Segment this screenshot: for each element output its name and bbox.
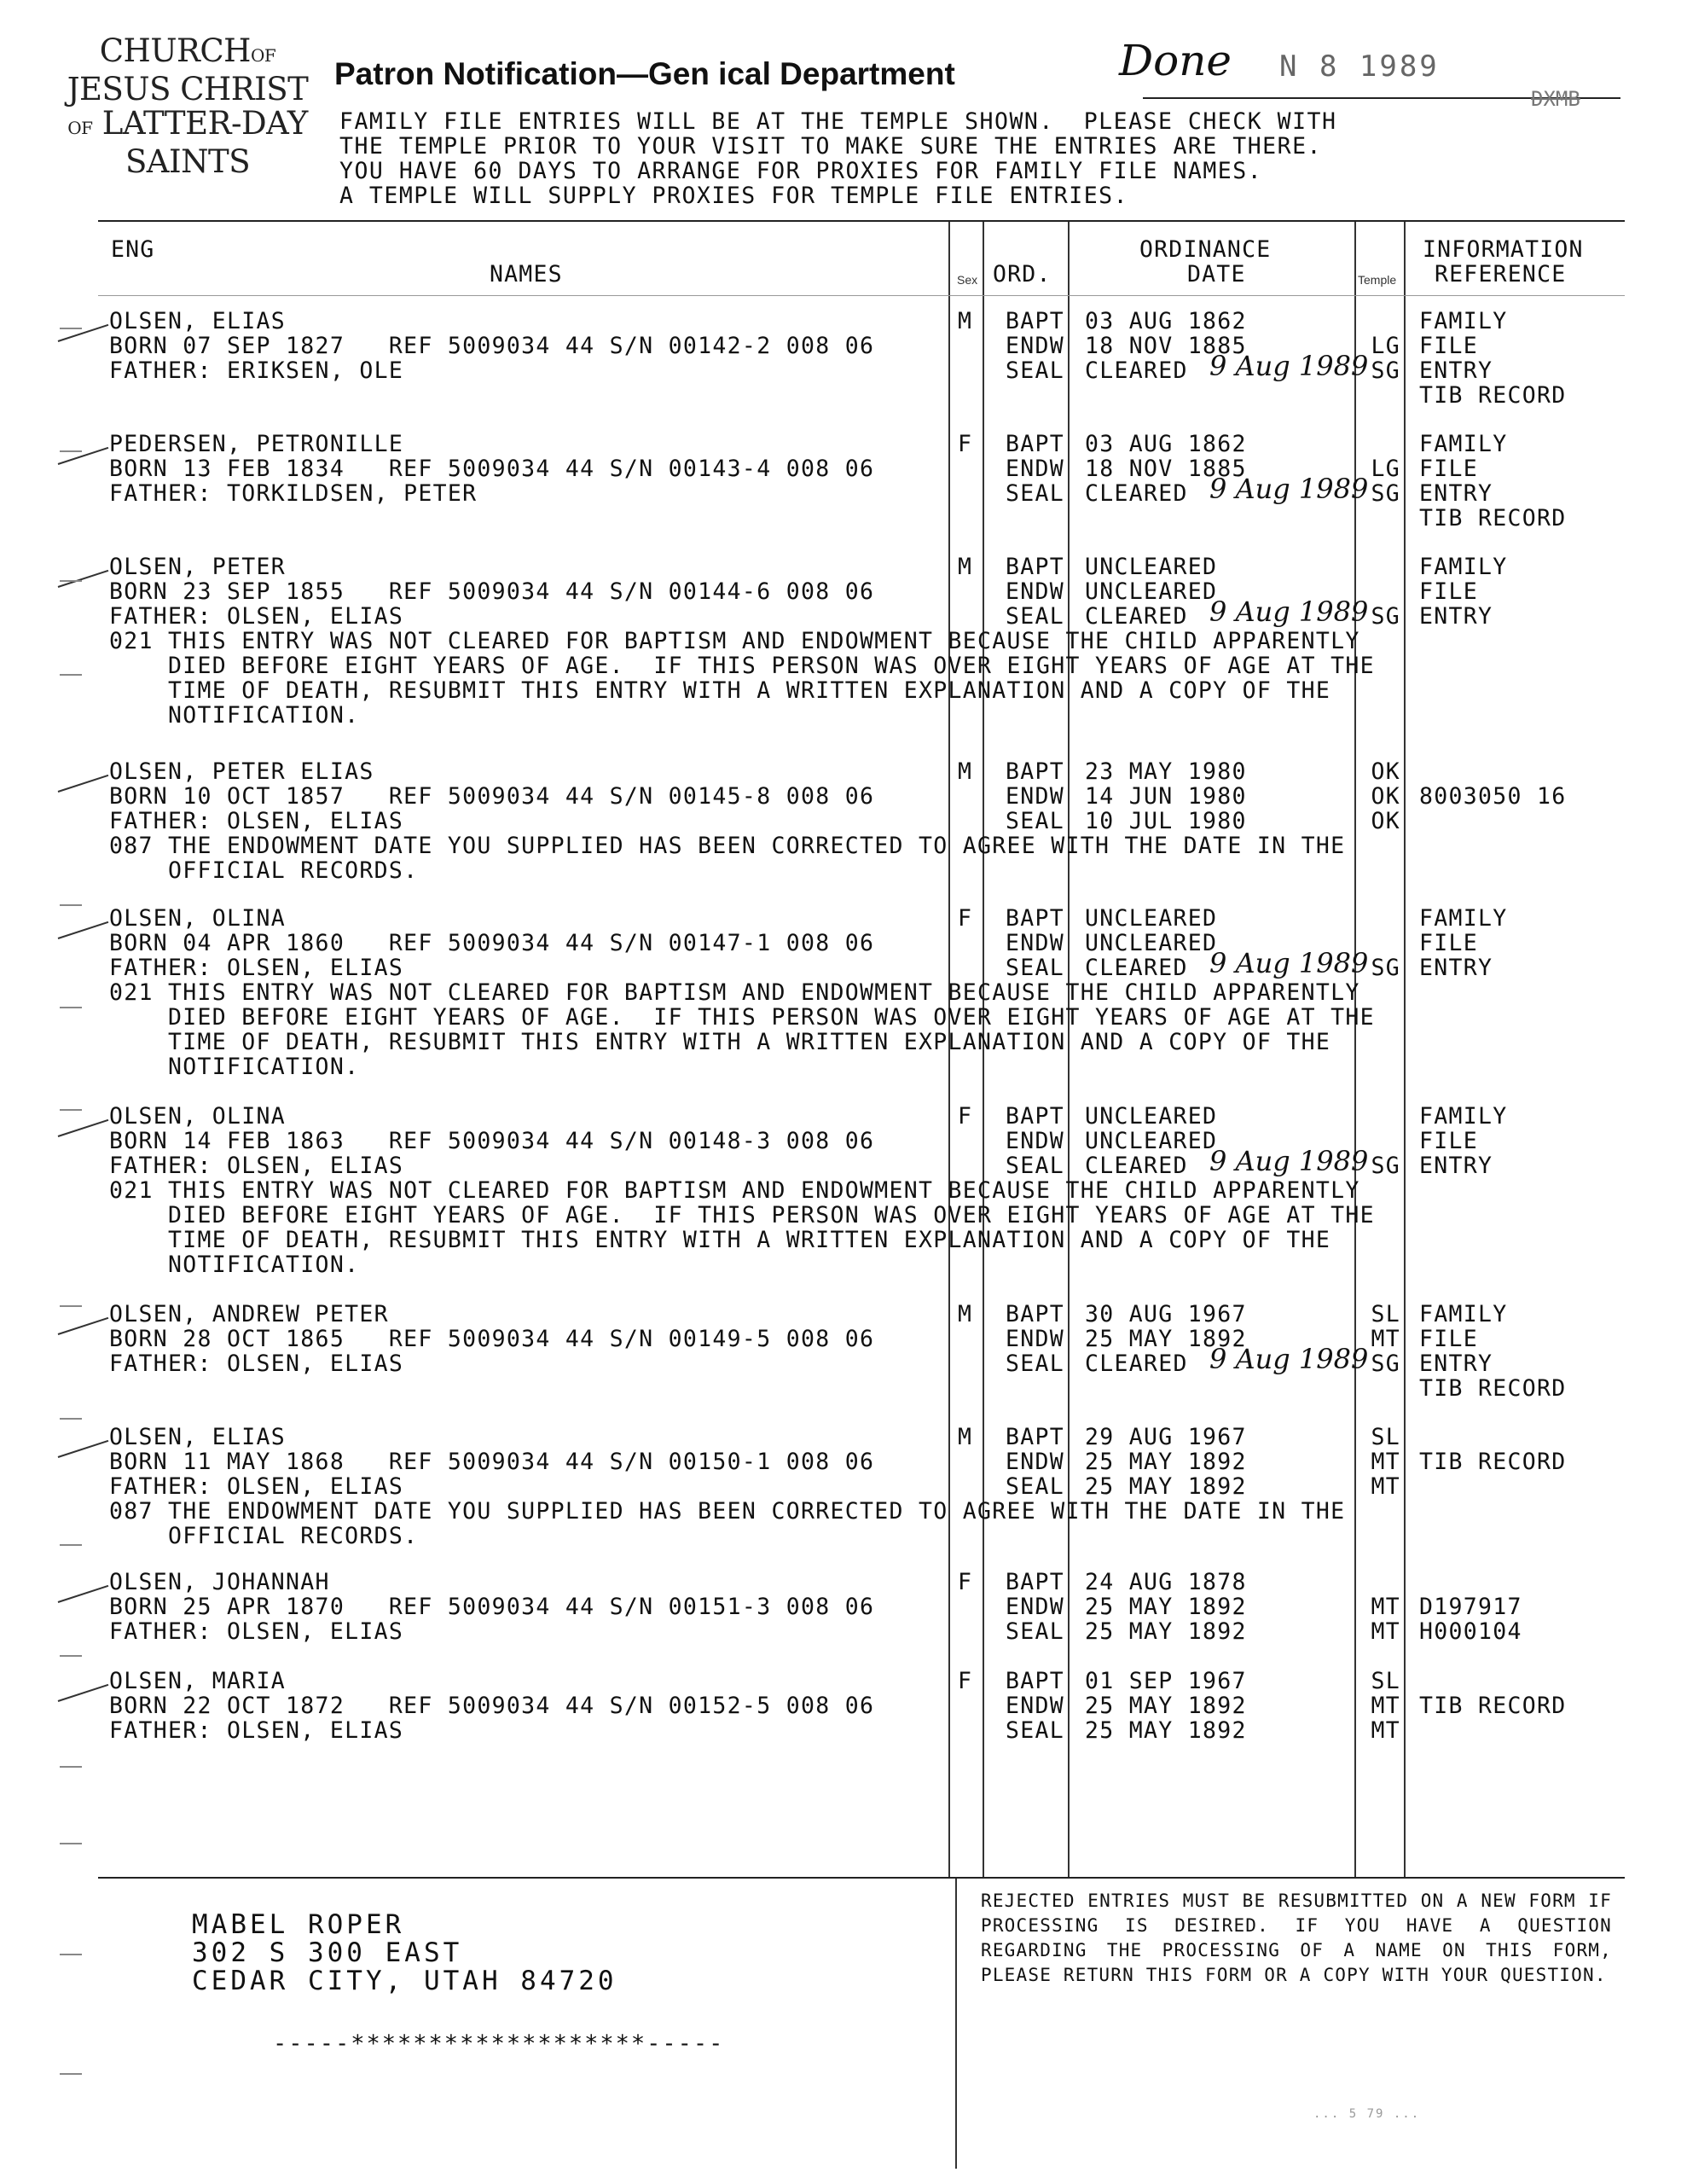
- entry-born: BORN 22 OCT 1872 REF 5009034 44 S/N 00152-5 008 06: [109, 1693, 875, 1719]
- margin-dash: [60, 1305, 82, 1307]
- entry-reference: TIB RECORD: [1419, 382, 1567, 409]
- margin-dash: [60, 1655, 82, 1657]
- check-mark-icon: [58, 1684, 109, 1702]
- entry-date: 18 NOV 1885: [1085, 456, 1247, 482]
- header-eng: ENG: [111, 236, 155, 263]
- handwritten-cleared-date: 9 Aug 1989: [1209, 595, 1369, 628]
- entry-date: UNCLEARED: [1085, 1103, 1218, 1130]
- entry-rejection-note: [109, 629, 1375, 728]
- entry-reference: FILE: [1419, 456, 1479, 482]
- entry-born: BORN 10 OCT 1857 REF 5009034 44 S/N 00145-8 008 06: [109, 783, 875, 810]
- entry-date: 18 NOV 1885: [1085, 333, 1247, 359]
- entry-ordinance: SEAL: [1005, 1350, 1064, 1377]
- note-line: 021 THIS ENTRY WAS NOT CLEARED FOR BAPTISM AND ENDOWMENT BECAUSE THE CHILD APPARENTLY: [109, 1177, 1360, 1204]
- entry-rejection-note: [109, 834, 1345, 883]
- entry-date: CLEARED: [1085, 480, 1188, 507]
- entry-date: 23 MAY 1980: [1085, 758, 1247, 785]
- entry-name: OLSEN, PETER ELIAS: [109, 758, 374, 785]
- entry-name: PEDERSEN, PETRONILLE: [109, 431, 404, 457]
- entry-ordinance: ENDW: [1005, 783, 1064, 810]
- logo-line-2: JESUS CHRIST: [67, 71, 309, 107]
- entry-born: BORN 11 MAY 1868 REF 5009034 44 S/N 00150-1 008 06: [109, 1449, 875, 1475]
- entry-temple: SG: [1371, 1350, 1400, 1377]
- handwritten-cleared-date: 9 Aug 1989: [1209, 473, 1369, 505]
- entry-father: FATHER: OLSEN, ELIAS: [109, 1618, 404, 1645]
- entry-reference: ENTRY: [1419, 603, 1493, 630]
- entry-ordinance: SEAL: [1005, 1717, 1064, 1744]
- margin-dash: [60, 1007, 82, 1008]
- entry-name: OLSEN, ANDREW PETER: [109, 1301, 389, 1327]
- entry-temple: SG: [1371, 357, 1400, 384]
- entry-ordinance: SEAL: [1005, 1153, 1064, 1179]
- entry-ordinance: SEAL: [1005, 955, 1064, 981]
- corner-code: DXMB: [1531, 87, 1580, 111]
- note-line: OFFICIAL RECORDS.: [109, 1523, 419, 1549]
- entry-date: 14 JUN 1980: [1085, 783, 1247, 810]
- entry-date: CLEARED: [1085, 955, 1188, 981]
- check-mark-icon: [58, 775, 109, 793]
- note-line: 087 THE ENDOWMENT DATE YOU SUPPLIED HAS BEEN CORRECTED TO AGREE WITH THE DATE IN THE: [109, 833, 1346, 859]
- entry-reference: FILE: [1419, 1128, 1479, 1154]
- entry-reference: FILE: [1419, 333, 1479, 359]
- note-line: TIME OF DEATH, RESUBMIT THIS ENTRY WITH A WRITTEN EXPLANATION AND A COPY OF THE: [109, 1029, 1331, 1055]
- header-names: NAMES: [490, 261, 563, 288]
- note-line: TIME OF DEATH, RESUBMIT THIS ENTRY WITH A WRITTEN EXPLANATION AND A COPY OF THE: [109, 677, 1331, 704]
- entry-father: FATHER: ERIKSEN, OLE: [109, 357, 404, 384]
- header-date: DATE: [1187, 261, 1246, 288]
- entry-ordinance: ENDW: [1005, 930, 1064, 956]
- entry-temple: LG: [1371, 456, 1400, 482]
- entry-father: FATHER: OLSEN, ELIAS: [109, 1153, 404, 1179]
- note-line: 087 THE ENDOWMENT DATE YOU SUPPLIED HAS BEEN CORRECTED TO AGREE WITH THE DATE IN THE: [109, 1498, 1346, 1525]
- entry-temple: OK: [1371, 758, 1400, 785]
- stars-line: -----*******************-----: [273, 2030, 725, 2057]
- entry-rejection-note: [109, 1178, 1375, 1277]
- entry-reference: TIB RECORD: [1419, 1693, 1567, 1719]
- entry-temple: SL: [1371, 1668, 1400, 1694]
- entry-sex: F: [958, 905, 973, 932]
- entry-ordinance: BAPT: [1005, 1569, 1064, 1595]
- margin-dash: [60, 1109, 82, 1111]
- entry-temple: OK: [1371, 808, 1400, 834]
- entry-rejection-note: [109, 980, 1375, 1079]
- margin-dash: [60, 450, 82, 452]
- entry-date: CLEARED: [1085, 1153, 1188, 1179]
- church-logo: [60, 34, 316, 179]
- header-sex: Sex: [957, 273, 978, 287]
- reject-notice: REJECTED ENTRIES MUST BE RESUBMITTED ON A NEW FORM IF PROCESSING IS DESIRED. IF YOU HAVE A QUESTION REGARDING THE PROCESSING OF A NAME ON THIS FORM, PLEASE RETURN THIS FORM OR A COPY WITH YOUR QUESTION.: [981, 1891, 1612, 1985]
- entry-ordinance: ENDW: [1005, 456, 1064, 482]
- note-line: 021 THIS ENTRY WAS NOT CLEARED FOR BAPTISM AND ENDOWMENT BECAUSE THE CHILD APPARENTLY: [109, 979, 1360, 1006]
- entry-sex: M: [958, 308, 973, 334]
- entry-ordinance: BAPT: [1005, 758, 1064, 785]
- table-top-rule: [98, 220, 1625, 222]
- entry-born: BORN 14 FEB 1863 REF 5009034 44 S/N 00148-3 008 06: [109, 1128, 875, 1154]
- check-mark-icon: [58, 1440, 109, 1458]
- entry-sex: F: [958, 1668, 973, 1694]
- margin-dash: [60, 1954, 82, 1955]
- check-mark-icon: [58, 1119, 109, 1137]
- entry-ordinance: SEAL: [1005, 808, 1064, 834]
- entry-temple: MT: [1371, 1717, 1400, 1744]
- margin-dash: [60, 580, 82, 582]
- logo-line-4: SAINTS: [125, 143, 251, 180]
- entry-temple: MT: [1371, 1618, 1400, 1645]
- entry-reference: FAMILY: [1419, 308, 1508, 334]
- entry-born: BORN 13 FEB 1834 REF 5009034 44 S/N 00143-4 008 06: [109, 456, 875, 482]
- entry-ordinance: BAPT: [1005, 308, 1064, 334]
- note-line: TIME OF DEATH, RESUBMIT THIS ENTRY WITH A WRITTEN EXPLANATION AND A COPY OF THE: [109, 1227, 1331, 1253]
- entry-name: OLSEN, JOHANNAH: [109, 1569, 330, 1595]
- entry-ordinance: BAPT: [1005, 554, 1064, 580]
- entry-date: 03 AUG 1862: [1085, 431, 1247, 457]
- entry-reference: FILE: [1419, 578, 1479, 605]
- entry-ordinance: SEAL: [1005, 1473, 1064, 1500]
- entry-father: FATHER: OLSEN, ELIAS: [109, 808, 404, 834]
- entry-reference: 8003050 16: [1419, 783, 1567, 810]
- entry-ordinance: SEAL: [1005, 357, 1064, 384]
- entry-sex: F: [958, 1569, 973, 1595]
- entry-date: UNCLEARED: [1085, 905, 1218, 932]
- handwritten-done: Done: [1119, 36, 1232, 85]
- entry-rejection-note: [109, 1499, 1345, 1548]
- entry-name: OLSEN, OLINA: [109, 1103, 287, 1130]
- entry-temple: SL: [1371, 1301, 1400, 1327]
- entry-ordinance: ENDW: [1005, 1326, 1064, 1352]
- header-ordinance: ORDINANCE: [1139, 236, 1272, 263]
- form-title: Patron Notification—Gen ical Department: [334, 56, 955, 91]
- entry-ordinance: BAPT: [1005, 431, 1064, 457]
- entry-father: FATHER: OLSEN, ELIAS: [109, 603, 404, 630]
- entry-date: 25 MAY 1892: [1085, 1717, 1247, 1744]
- header-temple: Temple: [1358, 273, 1397, 287]
- entry-sex: M: [958, 758, 973, 785]
- entry-ordinance: BAPT: [1005, 1424, 1064, 1450]
- entry-father: FATHER: TORKILDSEN, PETER: [109, 480, 478, 507]
- entry-date: CLEARED: [1085, 1350, 1188, 1377]
- margin-dash: [60, 1843, 82, 1844]
- entry-name: OLSEN, ELIAS: [109, 1424, 287, 1450]
- entry-date: 30 AUG 1967: [1085, 1301, 1247, 1327]
- entry-date: 29 AUG 1967: [1085, 1424, 1247, 1450]
- entry-date: UNCLEARED: [1085, 930, 1218, 956]
- entry-reference: FILE: [1419, 930, 1479, 956]
- entry-born: BORN 23 SEP 1855 REF 5009034 44 S/N 00144-6 008 06: [109, 578, 875, 605]
- entry-ordinance: ENDW: [1005, 333, 1064, 359]
- entry-name: OLSEN, OLINA: [109, 905, 287, 932]
- entry-sex: F: [958, 431, 973, 457]
- entry-temple: MT: [1371, 1326, 1400, 1352]
- entry-date: 24 AUG 1878: [1085, 1569, 1247, 1595]
- check-mark-icon: [58, 1585, 109, 1603]
- entry-ordinance: BAPT: [1005, 1668, 1064, 1694]
- date-stamp: N 8 1989: [1279, 49, 1440, 84]
- entry-date: 25 MAY 1892: [1085, 1473, 1247, 1500]
- entry-date: 25 MAY 1892: [1085, 1618, 1247, 1645]
- entry-reference: ENTRY: [1419, 480, 1493, 507]
- header-reference: REFERENCE: [1435, 261, 1567, 288]
- entry-father: FATHER: OLSEN, ELIAS: [109, 955, 404, 981]
- entry-reference: FAMILY: [1419, 554, 1508, 580]
- entry-reference: TIB RECORD: [1419, 1449, 1567, 1475]
- entry-sex: M: [958, 554, 973, 580]
- entry-father: FATHER: OLSEN, ELIAS: [109, 1717, 404, 1744]
- entry-temple: SG: [1371, 603, 1400, 630]
- entry-reference: ENTRY: [1419, 357, 1493, 384]
- entry-date: 25 MAY 1892: [1085, 1693, 1247, 1719]
- entry-temple: SG: [1371, 480, 1400, 507]
- entry-temple: MT: [1371, 1594, 1400, 1620]
- entry-name: OLSEN, ELIAS: [109, 308, 287, 334]
- note-line: DIED BEFORE EIGHT YEARS OF AGE. IF THIS PERSON WAS OVER EIGHT YEARS OF AGE AT THE: [109, 1004, 1375, 1031]
- entry-date: CLEARED: [1085, 357, 1188, 384]
- entry-name: OLSEN, MARIA: [109, 1668, 287, 1694]
- entry-father: FATHER: OLSEN, ELIAS: [109, 1350, 404, 1377]
- entry-temple: SG: [1371, 955, 1400, 981]
- entry-reference: TIB RECORD: [1419, 505, 1567, 531]
- table-bottom-rule: [98, 1877, 1625, 1879]
- entry-reference: FAMILY: [1419, 905, 1508, 932]
- entry-reference: FAMILY: [1419, 1103, 1508, 1130]
- note-line: OFFICIAL RECORDS.: [109, 857, 419, 884]
- entry-reference: ENTRY: [1419, 955, 1493, 981]
- entry-ordinance: BAPT: [1005, 1103, 1064, 1130]
- entry-temple: MT: [1371, 1693, 1400, 1719]
- note-line: NOTIFICATION.: [109, 702, 360, 729]
- entry-ordinance: ENDW: [1005, 1594, 1064, 1620]
- entry-born: BORN 04 APR 1860 REF 5009034 44 S/N 00147-1 008 06: [109, 930, 875, 956]
- handwritten-cleared-date: 9 Aug 1989: [1209, 1343, 1369, 1375]
- entry-ordinance: ENDW: [1005, 1449, 1064, 1475]
- entry-date: 01 SEP 1967: [1085, 1668, 1247, 1694]
- entry-reference: D197917: [1419, 1594, 1522, 1620]
- logo-line-3: OF LATTER-DAY: [67, 105, 308, 142]
- entry-reference: FAMILY: [1419, 1301, 1508, 1327]
- footer-code: ... 5 79 ...: [1313, 2107, 1421, 2121]
- note-line: DIED BEFORE EIGHT YEARS OF AGE. IF THIS PERSON WAS OVER EIGHT YEARS OF AGE AT THE: [109, 1202, 1375, 1228]
- entry-temple: MT: [1371, 1473, 1400, 1500]
- note-line: 021 THIS ENTRY WAS NOT CLEARED FOR BAPTISM AND ENDOWMENT BECAUSE THE CHILD APPARENTLY: [109, 628, 1360, 654]
- margin-dash: [60, 904, 82, 906]
- entry-date: 10 JUL 1980: [1085, 808, 1247, 834]
- entry-ordinance: ENDW: [1005, 1128, 1064, 1154]
- entry-date: 25 MAY 1892: [1085, 1594, 1247, 1620]
- entry-reference: ENTRY: [1419, 1153, 1493, 1179]
- entry-sex: F: [958, 1103, 973, 1130]
- entry-date: UNCLEARED: [1085, 554, 1218, 580]
- entry-reference: FAMILY: [1419, 431, 1508, 457]
- mailing-address: MABEL ROPER 302 S 300 EAST CEDAR CITY, UTAH 84720: [192, 1909, 617, 1996]
- entry-ordinance: ENDW: [1005, 578, 1064, 605]
- logo-line-1: CHURCHOF: [99, 32, 276, 69]
- note-line: NOTIFICATION.: [109, 1252, 360, 1278]
- entry-date: UNCLEARED: [1085, 578, 1218, 605]
- entry-born: BORN 07 SEP 1827 REF 5009034 44 S/N 00142-2 008 06: [109, 333, 875, 359]
- entry-date: 25 MAY 1892: [1085, 1326, 1247, 1352]
- handwritten-cleared-date: 9 Aug 1989: [1209, 350, 1369, 382]
- entry-ordinance: SEAL: [1005, 1618, 1064, 1645]
- entry-date: CLEARED: [1085, 603, 1188, 630]
- entry-temple: OK: [1371, 783, 1400, 810]
- col-divider-ref: [1404, 222, 1406, 1877]
- entry-reference: H000104: [1419, 1618, 1522, 1645]
- entry-sex: M: [958, 1301, 973, 1327]
- check-mark-icon: [58, 921, 109, 939]
- margin-dash: [60, 328, 82, 329]
- margin-dash: [60, 1544, 82, 1546]
- entry-date: 25 MAY 1892: [1085, 1449, 1247, 1475]
- entry-father: FATHER: OLSEN, ELIAS: [109, 1473, 404, 1500]
- entry-reference: TIB RECORD: [1419, 1375, 1567, 1402]
- margin-dash: [60, 674, 82, 676]
- entry-name: OLSEN, PETER: [109, 554, 287, 580]
- header-information: INFORMATION: [1423, 236, 1584, 263]
- margin-dash: [60, 2073, 82, 2075]
- entry-temple: SL: [1371, 1424, 1400, 1450]
- check-mark-icon: [58, 1317, 109, 1335]
- check-mark-icon: [58, 570, 109, 588]
- header-underline: [98, 295, 1625, 296]
- margin-dash: [60, 1766, 82, 1768]
- entry-ordinance: SEAL: [1005, 480, 1064, 507]
- margin-dash: [60, 1418, 82, 1420]
- entry-date: 03 AUG 1862: [1085, 308, 1247, 334]
- entry-reference: FILE: [1419, 1326, 1479, 1352]
- entry-date: UNCLEARED: [1085, 1128, 1218, 1154]
- entry-ordinance: BAPT: [1005, 905, 1064, 932]
- entry-born: BORN 28 OCT 1865 REF 5009034 44 S/N 00149-5 008 06: [109, 1326, 875, 1352]
- entry-temple: SG: [1371, 1153, 1400, 1179]
- entry-born: BORN 25 APR 1870 REF 5009034 44 S/N 00151-3 008 06: [109, 1594, 875, 1620]
- entry-ordinance: BAPT: [1005, 1301, 1064, 1327]
- bottom-divider: [955, 1879, 957, 2169]
- entry-reference: ENTRY: [1419, 1350, 1493, 1377]
- note-line: DIED BEFORE EIGHT YEARS OF AGE. IF THIS PERSON WAS OVER EIGHT YEARS OF AGE AT THE: [109, 653, 1375, 679]
- handwritten-cleared-date: 9 Aug 1989: [1209, 947, 1369, 979]
- entry-ordinance: SEAL: [1005, 603, 1064, 630]
- notice-text: FAMILY FILE ENTRIES WILL BE AT THE TEMPLE SHOWN. PLEASE CHECK WITH THE TEMPLE PRIOR TO YOUR VISIT TO MAKE SURE THE ENTRIES ARE THERE. YOU HAVE 60 DAYS TO ARRANGE FOR PROXIES FOR FAMILY FILE NAMES. A TEMPLE WILL SUPPLY PROXIES FOR TEMPLE FILE ENTRIES.: [339, 108, 1337, 209]
- note-line: NOTIFICATION.: [109, 1054, 360, 1080]
- handwritten-cleared-date: 9 Aug 1989: [1209, 1145, 1369, 1177]
- entry-ordinance: ENDW: [1005, 1693, 1064, 1719]
- header-ord: ORD.: [993, 261, 1052, 288]
- entry-sex: M: [958, 1424, 973, 1450]
- entry-temple: MT: [1371, 1449, 1400, 1475]
- entry-temple: LG: [1371, 333, 1400, 359]
